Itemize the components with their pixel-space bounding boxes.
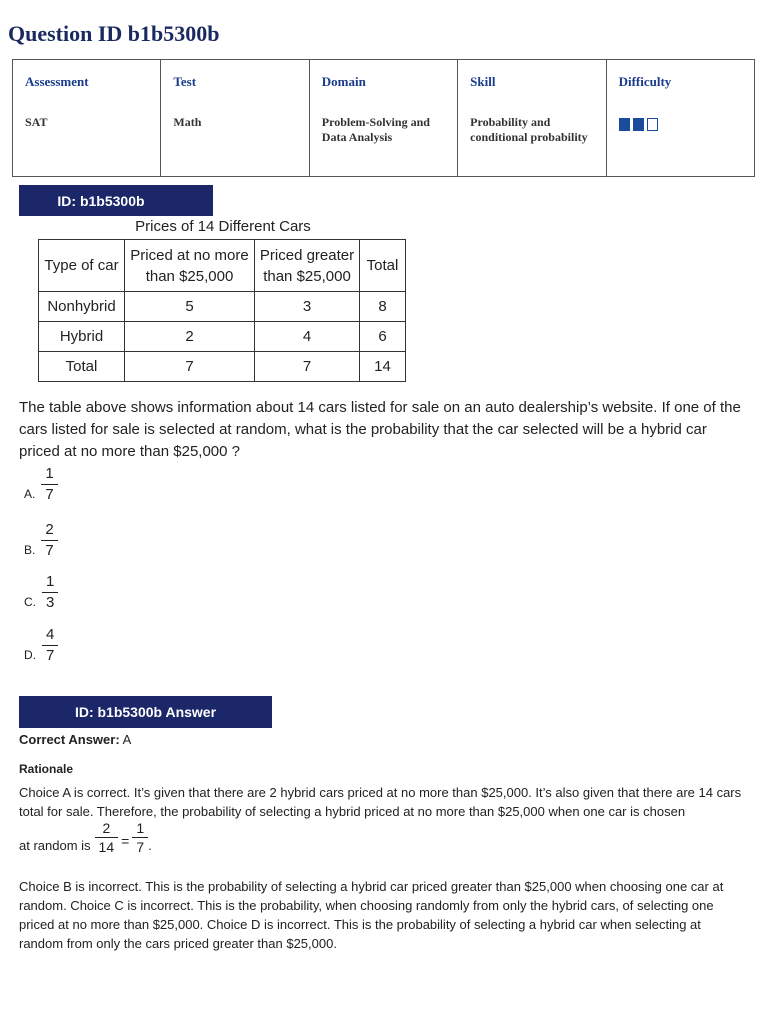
table-cell: Total — [39, 352, 125, 382]
fraction-denominator: 7 — [42, 645, 58, 665]
choice-a[interactable] — [24, 465, 58, 504]
meta-value: SAT — [25, 115, 48, 129]
equation-fraction — [95, 820, 119, 855]
correct-answer-label: Correct Answer: — [19, 732, 120, 747]
meta-test — [161, 60, 309, 177]
meta-header: Assessment — [25, 74, 89, 89]
choice-fraction — [42, 626, 58, 665]
fraction-denominator: 7 — [41, 484, 57, 504]
fraction-numerator: 2 — [102, 820, 111, 836]
meta-domain — [309, 60, 457, 177]
correct-answer-value: A — [122, 732, 132, 747]
meta-header: Test — [173, 74, 197, 89]
difficulty-square-icon — [633, 118, 644, 131]
choice-fraction — [41, 521, 57, 560]
rationale-paragraph: Choice B is incorrect. This is the probability of selecting a hybrid car priced greater than $25,000 when choosing one car at random. Choice C is incorrect. This is the probability, when choosing randomly from only the hybrid cars, of selecting one priced at no more than $25,000. Choice D is incorrect. This is the probability of selecting a hybrid car when selecting at random from only the cars priced greater than $25,000. — [19, 879, 724, 951]
table-header: Priced greater than $25,000 — [255, 240, 360, 292]
table-row — [39, 322, 406, 352]
table-cell: Nonhybrid — [39, 292, 125, 322]
equation-fraction — [132, 820, 148, 855]
meta-difficulty — [606, 60, 754, 177]
rationale-heading: Rationale — [19, 762, 74, 776]
fraction-denominator: 3 — [42, 592, 58, 612]
choice-letter: C. — [24, 595, 36, 609]
meta-value: Probability and conditional probability — [470, 115, 588, 144]
question-title: Question ID b1b5300b — [8, 21, 220, 46]
fraction-denominator: 7 — [41, 540, 57, 560]
fraction-denominator: 7 — [132, 837, 148, 855]
table-cell: 14 — [360, 352, 406, 382]
equation-lead-text: at random is — [19, 838, 91, 853]
table-header: Type of car — [39, 240, 125, 292]
choice-c[interactable] — [24, 573, 58, 612]
table-caption: Prices of 14 Different Cars — [135, 218, 311, 235]
rationale-equation — [19, 820, 152, 855]
question-metadata-table — [12, 59, 755, 177]
meta-value: Math — [173, 115, 202, 129]
choice-b[interactable] — [24, 521, 58, 560]
meta-header: Difficulty — [618, 74, 672, 89]
meta-header: Domain — [321, 74, 366, 89]
cars-price-table — [38, 239, 406, 382]
choice-fraction — [42, 573, 58, 612]
correct-answer — [19, 732, 131, 747]
difficulty-square-icon — [647, 118, 658, 131]
meta-value: Problem-Solving and Data Analysis — [321, 115, 430, 144]
choice-d[interactable] — [24, 626, 58, 665]
choice-fraction — [41, 465, 57, 504]
table-header: Total — [360, 240, 406, 292]
answer-banner: ID: b1b5300b Answer — [19, 696, 272, 728]
equals-sign: = — [121, 833, 130, 849]
difficulty-indicator — [619, 118, 742, 131]
equation-end: . — [148, 838, 152, 853]
table-cell: 5 — [125, 292, 255, 322]
id-banner: ID: b1b5300b — [19, 185, 213, 216]
table-header: Priced at no more than $25,000 — [125, 240, 255, 292]
table-cell: 7 — [125, 352, 255, 382]
choice-letter: B. — [24, 543, 36, 557]
question-text: The table above shows information about 14 cars listed for sale on an auto dealership’s website. If one of the cars listed for sale is selected at random, what is the probability that the car selected will be a hybrid car priced at no more than $25,000 ? — [19, 399, 741, 460]
table-cell: 4 — [255, 322, 360, 352]
choice-letter: A. — [24, 487, 36, 501]
table-cell: 3 — [255, 292, 360, 322]
meta-header: Skill — [470, 74, 496, 89]
table-cell: 6 — [360, 322, 406, 352]
meta-assessment — [13, 60, 161, 177]
table-cell: 7 — [255, 352, 360, 382]
fraction-numerator: 1 — [45, 465, 54, 482]
difficulty-square-icon — [619, 118, 630, 131]
fraction-numerator: 2 — [45, 521, 54, 538]
fraction-numerator: 4 — [46, 626, 55, 643]
fraction-numerator: 1 — [46, 573, 55, 590]
table-cell: 2 — [125, 322, 255, 352]
meta-skill — [458, 60, 606, 177]
rationale-paragraph: Choice A is correct. It’s given that there are 2 hybrid cars priced at no more than $25,000. It’s also given that there are 14 cars total for sale. Therefore, the probability of selecting a hybrid priced at no more than $25,000 when one car is chosen — [19, 785, 742, 819]
choice-letter: D. — [24, 648, 36, 662]
fraction-numerator: 1 — [136, 820, 145, 836]
table-row — [39, 292, 406, 322]
table-row — [39, 352, 406, 382]
fraction-denominator: 14 — [95, 837, 119, 855]
table-cell: 8 — [360, 292, 406, 322]
table-cell: Hybrid — [39, 322, 125, 352]
